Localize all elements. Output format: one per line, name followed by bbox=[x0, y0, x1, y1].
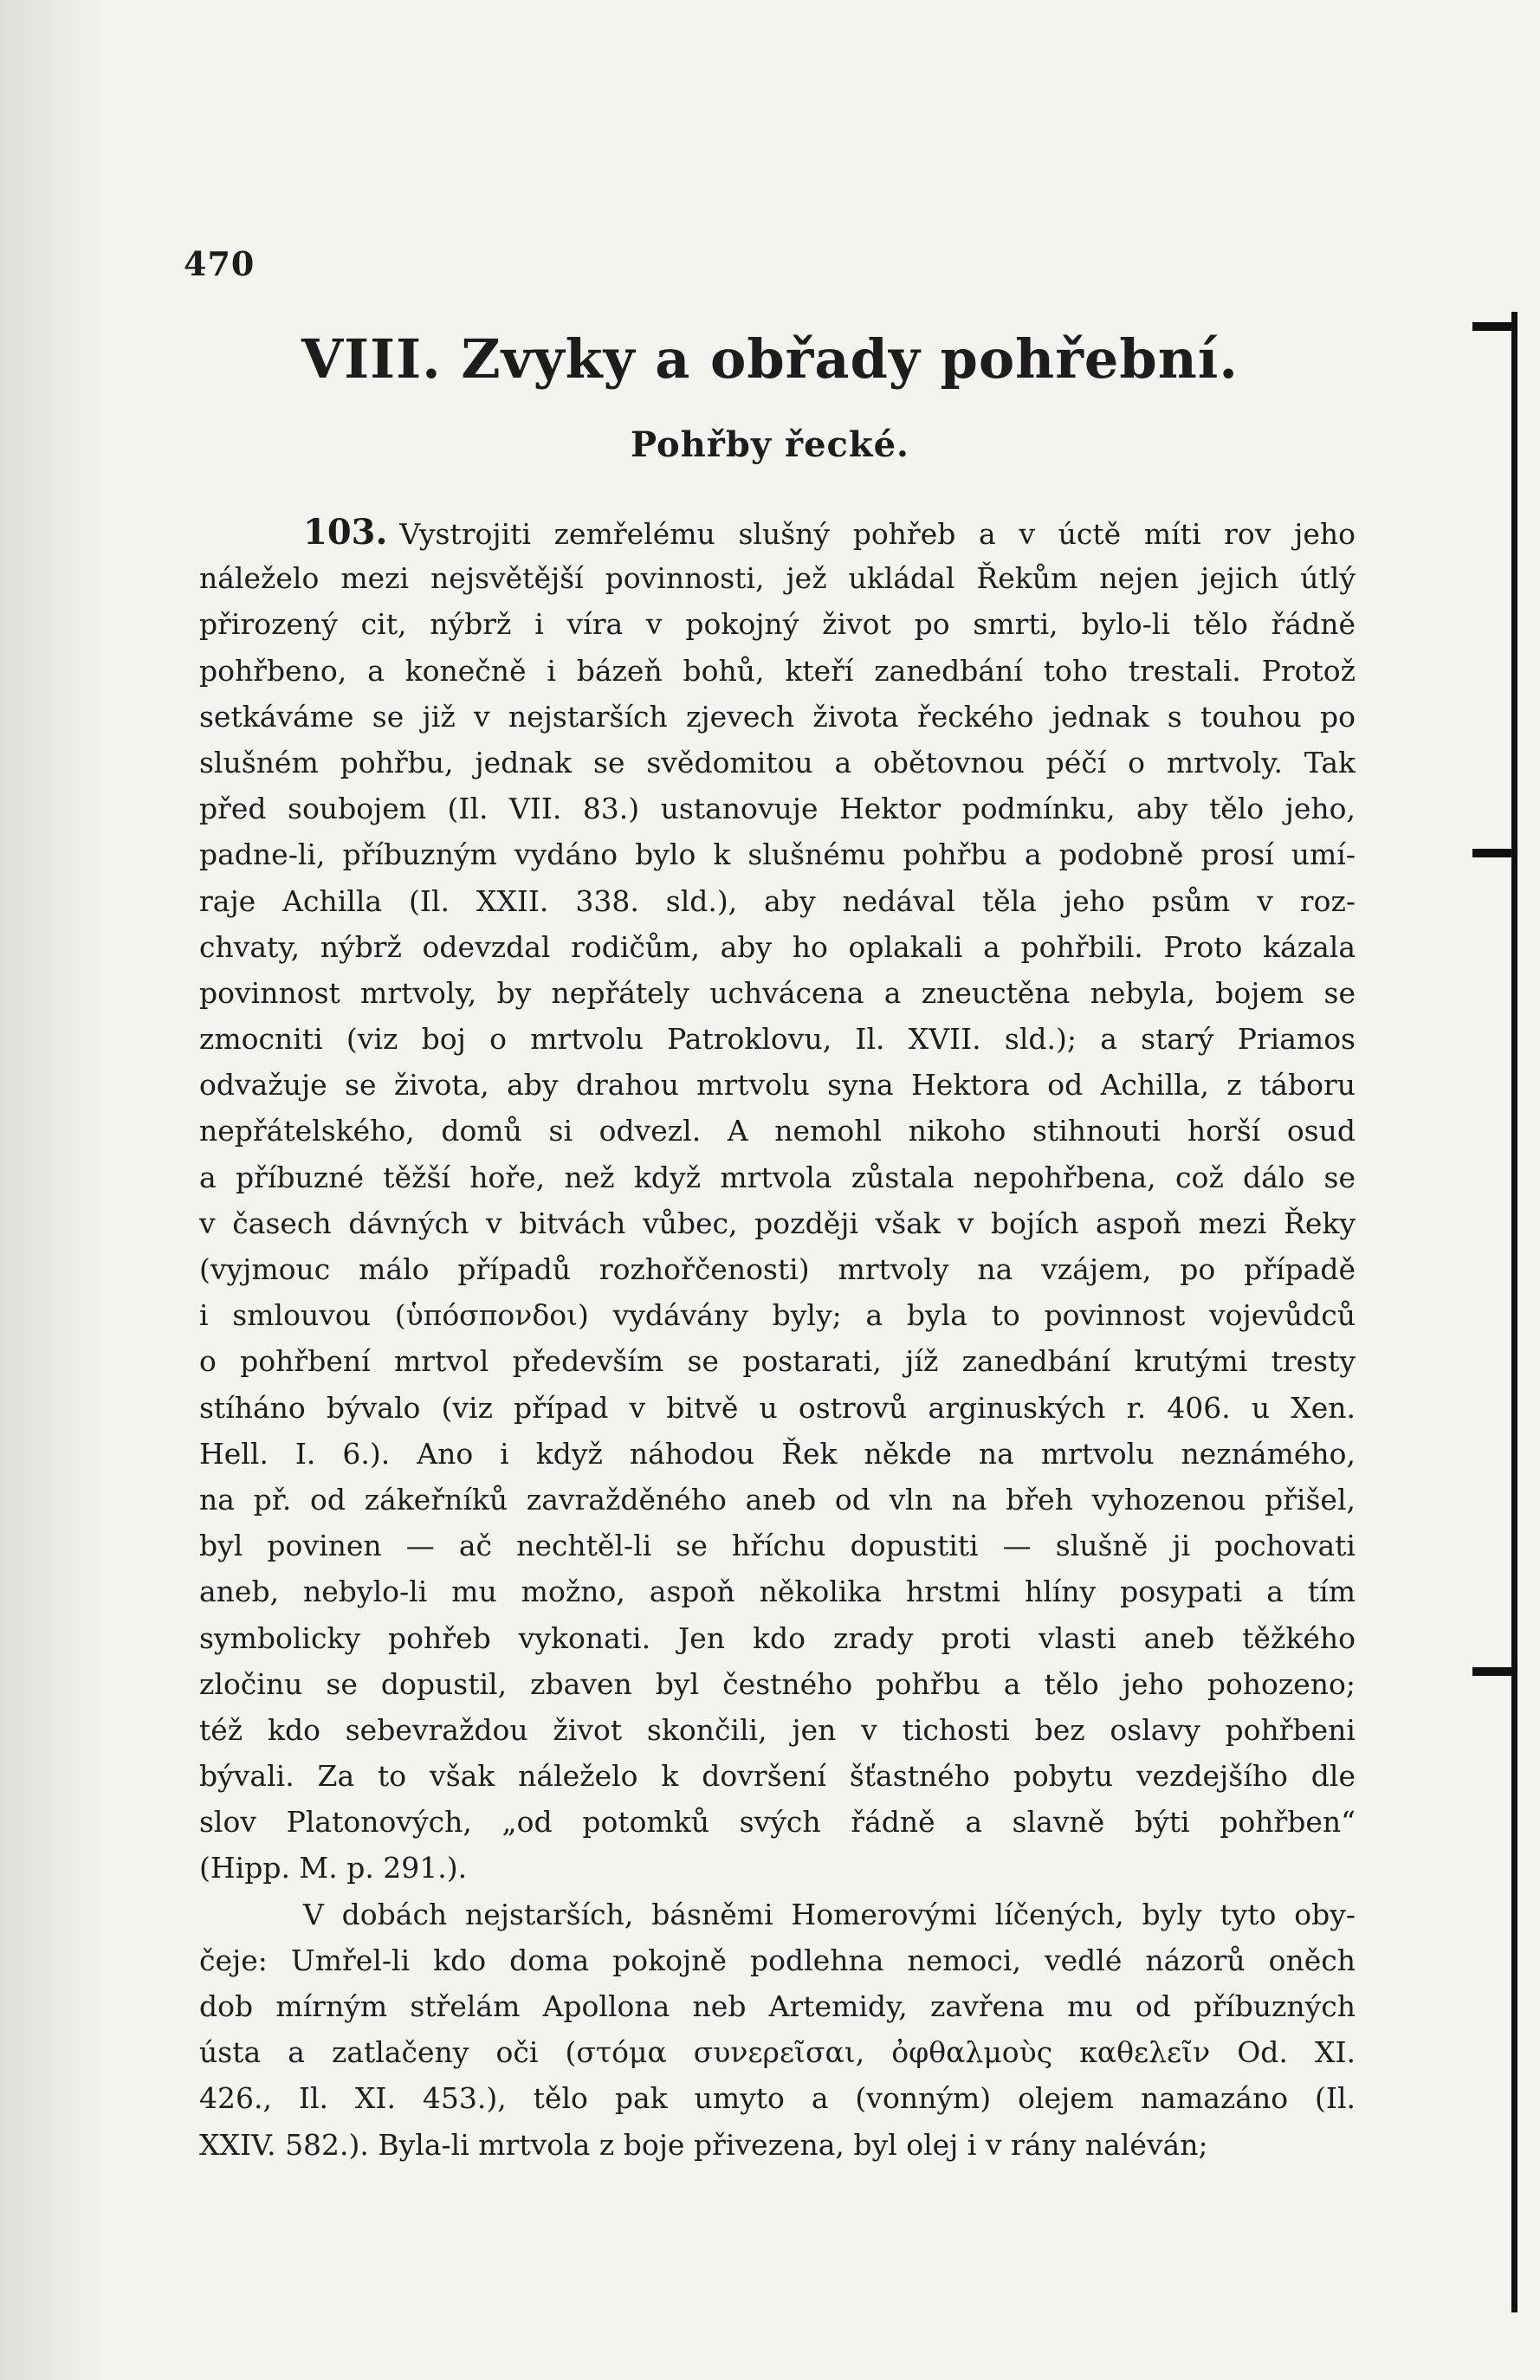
text-line-content: ústa a zatlačeny oči (στόμα συνερεῖσαι, ὀφθαλμοὺς καθελεῖν Od. XI. bbox=[199, 2035, 1356, 2070]
text-line bbox=[199, 831, 1356, 877]
text-line bbox=[199, 1292, 1356, 1338]
text-line bbox=[199, 1937, 1356, 1983]
text-line bbox=[199, 509, 1356, 555]
text-line-content: (Hipp. M. p. 291.). bbox=[199, 1851, 468, 1885]
text-line-content: a příbuzné těžší hoře, než když mrtvola zůstala nepohřbena, což dálo se bbox=[199, 1160, 1356, 1194]
margin-tick bbox=[1472, 849, 1516, 857]
text-line-content: nepřátelského, domů si odvezl. A nemohl nikoho stihnouti horší osud bbox=[199, 1114, 1356, 1148]
chapter-title: VIII. Zvyky a obřady pohřební. bbox=[301, 327, 1239, 391]
text-line-content: pohřbeno, a konečně i bázeň bohů, kteří zanedbání toho trestali. Protož bbox=[199, 653, 1356, 688]
text-line-content: 426., Il. XI. 453.), tělo pak umyto a (vonným) olejem namazáno (Il. bbox=[199, 2081, 1356, 2116]
text-line bbox=[199, 648, 1356, 694]
text-line-content: náleželo mezi nejsvětější povinnosti, jež ukládal Řekům nejen jejich útlý bbox=[199, 561, 1356, 596]
paragraph-number: 103. bbox=[303, 512, 388, 553]
text-line-content: padne-li, příbuzným vydáno bylo k slušnému pohřbu a podobně prosí umí- bbox=[199, 838, 1356, 872]
text-line bbox=[199, 1062, 1356, 1108]
text-line-content: i smlouvou (ὑπόσπονδοι) vydávány byly; a byla to povinnost vojevůdců bbox=[199, 1298, 1356, 1333]
margin-rule bbox=[1511, 312, 1517, 2312]
text-line-content: bývali. Za to však náleželo k dovršení šťastného pobytu vezdejšího dle bbox=[199, 1759, 1356, 1794]
body-text bbox=[199, 509, 1356, 2168]
text-line-content: raje Achilla (Il. XXII. 338. sld.), aby nedával těla jeho psům v roz- bbox=[199, 883, 1356, 918]
text-line-content: symbolicky pohřeb vykonati. Jen kdo zrady proti vlasti aneb těžkého bbox=[199, 1620, 1356, 1655]
text-line-content: povinnost mrtvoly, by nepřátely uchvácena a zneuctěna nebyla, bojem se bbox=[199, 975, 1356, 1010]
text-line bbox=[199, 694, 1356, 740]
text-line bbox=[199, 1338, 1356, 1384]
text-line-content: Vystrojiti zemřelému slušný pohřeb a v úctě míti rov jeho bbox=[399, 517, 1356, 551]
text-line bbox=[199, 1892, 1356, 1937]
text-line bbox=[199, 2122, 1356, 2168]
text-line bbox=[199, 601, 1356, 647]
text-line bbox=[199, 555, 1356, 601]
margin-tick bbox=[1472, 1667, 1516, 1676]
text-line-content: slov Platonových, „od potomků svých řádně a slavně býti pohřben“ bbox=[199, 1805, 1356, 1840]
text-line bbox=[199, 1431, 1356, 1477]
text-line bbox=[199, 1799, 1356, 1845]
text-line bbox=[199, 1615, 1356, 1661]
text-line-content: před soubojem (Il. VII. 83.) ustanovuje Hektor podmínku, aby tělo jeho, bbox=[199, 792, 1356, 826]
text-line bbox=[199, 970, 1356, 1016]
text-line bbox=[199, 2075, 1356, 2121]
text-line-content: aneb, nebylo-li mu možno, aspoň několika hrstmi hlíny posypati a tím bbox=[199, 1575, 1356, 1609]
text-line-content: v časech dávných v bitvách vůbec, později však v bojích aspoň mezi Řeky bbox=[199, 1206, 1356, 1240]
margin-tick bbox=[1472, 322, 1516, 331]
text-line bbox=[199, 2029, 1356, 2075]
text-line-content: XXIV. 582.). Byla-li mrtvola z boje přivezena, byl olej i v rány naléván; bbox=[199, 2127, 1208, 2162]
text-line bbox=[199, 1016, 1356, 1062]
text-line-content: Hell. I. 6.). Ano i když náhodou Řek někde na mrtvolu neznámého, bbox=[199, 1436, 1356, 1471]
page-number: 470 bbox=[184, 244, 256, 283]
text-line bbox=[199, 1983, 1356, 2029]
text-line bbox=[199, 924, 1356, 970]
text-line-content: chvaty, nýbrž odevzdal rodičům, aby ho oplakali a pohřbili. Proto kázala bbox=[199, 929, 1356, 964]
text-line bbox=[199, 1523, 1356, 1568]
text-line-content: též kdo sebevraždou život skončili, jen v tichosti bez oslavy pohřbeni bbox=[199, 1712, 1356, 1747]
text-line-content: slušném pohřbu, jednak se svědomitou a obětovnou péčí o mrtvoly. Tak bbox=[199, 745, 1356, 779]
text-line-content: byl povinen — ač nechtěl-li se hříchu dopustiti — slušně ji pochovati bbox=[199, 1529, 1356, 1563]
paragraph-2 bbox=[199, 1892, 1356, 2168]
section-title: Pohřby řecké. bbox=[631, 424, 909, 465]
text-line bbox=[199, 1753, 1356, 1799]
text-line-content: zločinu se dopustil, zbaven byl čestného pohřbu a tělo jeho pohozeno; bbox=[199, 1666, 1356, 1701]
text-line bbox=[199, 740, 1356, 786]
text-line-content: (vyjmouc málo případů rozhořčenosti) mrtvoly na vzájem, po případě bbox=[199, 1252, 1356, 1286]
text-line bbox=[199, 878, 1356, 924]
text-line bbox=[199, 1845, 1356, 1891]
text-line-content: zmocniti (viz boj o mrtvolu Patroklovu, Il. XVII. sld.); a starý Priamos bbox=[199, 1022, 1356, 1057]
text-line bbox=[199, 1246, 1356, 1292]
text-line bbox=[199, 786, 1356, 831]
text-line-content: o pohřbení mrtvol především se postarati, jíž zanedbání krutými tresty bbox=[199, 1344, 1356, 1379]
text-line-content: na př. od zákeřníků zavražděného aneb od vln na břeh vyhozenou přišel, bbox=[199, 1482, 1356, 1517]
text-line bbox=[199, 1707, 1356, 1753]
text-line bbox=[199, 1200, 1356, 1246]
text-line-content: přirozený cit, nýbrž i víra v pokojný život po smrti, bylo-li tělo řádně bbox=[199, 607, 1356, 642]
text-line bbox=[199, 1154, 1356, 1200]
text-line-content: dob mírným střelám Apollona neb Artemidy, zavřena mu od příbuzných bbox=[199, 1989, 1356, 2023]
text-line bbox=[199, 1661, 1356, 1707]
text-line-content: odvažuje se života, aby drahou mrtvolu syna Hektora od Achilla, z táboru bbox=[199, 1068, 1356, 1103]
text-line bbox=[199, 1108, 1356, 1154]
paragraph-1 bbox=[199, 509, 1356, 1892]
text-line bbox=[199, 1385, 1356, 1431]
text-line bbox=[199, 1477, 1356, 1523]
text-line-content: stíháno bývalo (viz případ v bitvě u ostrovů arginuských r. 406. u Xen. bbox=[199, 1390, 1356, 1425]
text-line-content: setkáváme se již v nejstarších zjevech života řeckého jednak s touhou po bbox=[199, 699, 1356, 734]
text-line bbox=[199, 1568, 1356, 1614]
text-line-content: čeje: Umřel-li kdo doma pokojně podlehna nemoci, vedlé názorů oněch bbox=[199, 1943, 1356, 1977]
text-line-content: V dobách nejstarších, básněmi Homerovými líčených, byly tyto oby- bbox=[303, 1897, 1356, 1931]
